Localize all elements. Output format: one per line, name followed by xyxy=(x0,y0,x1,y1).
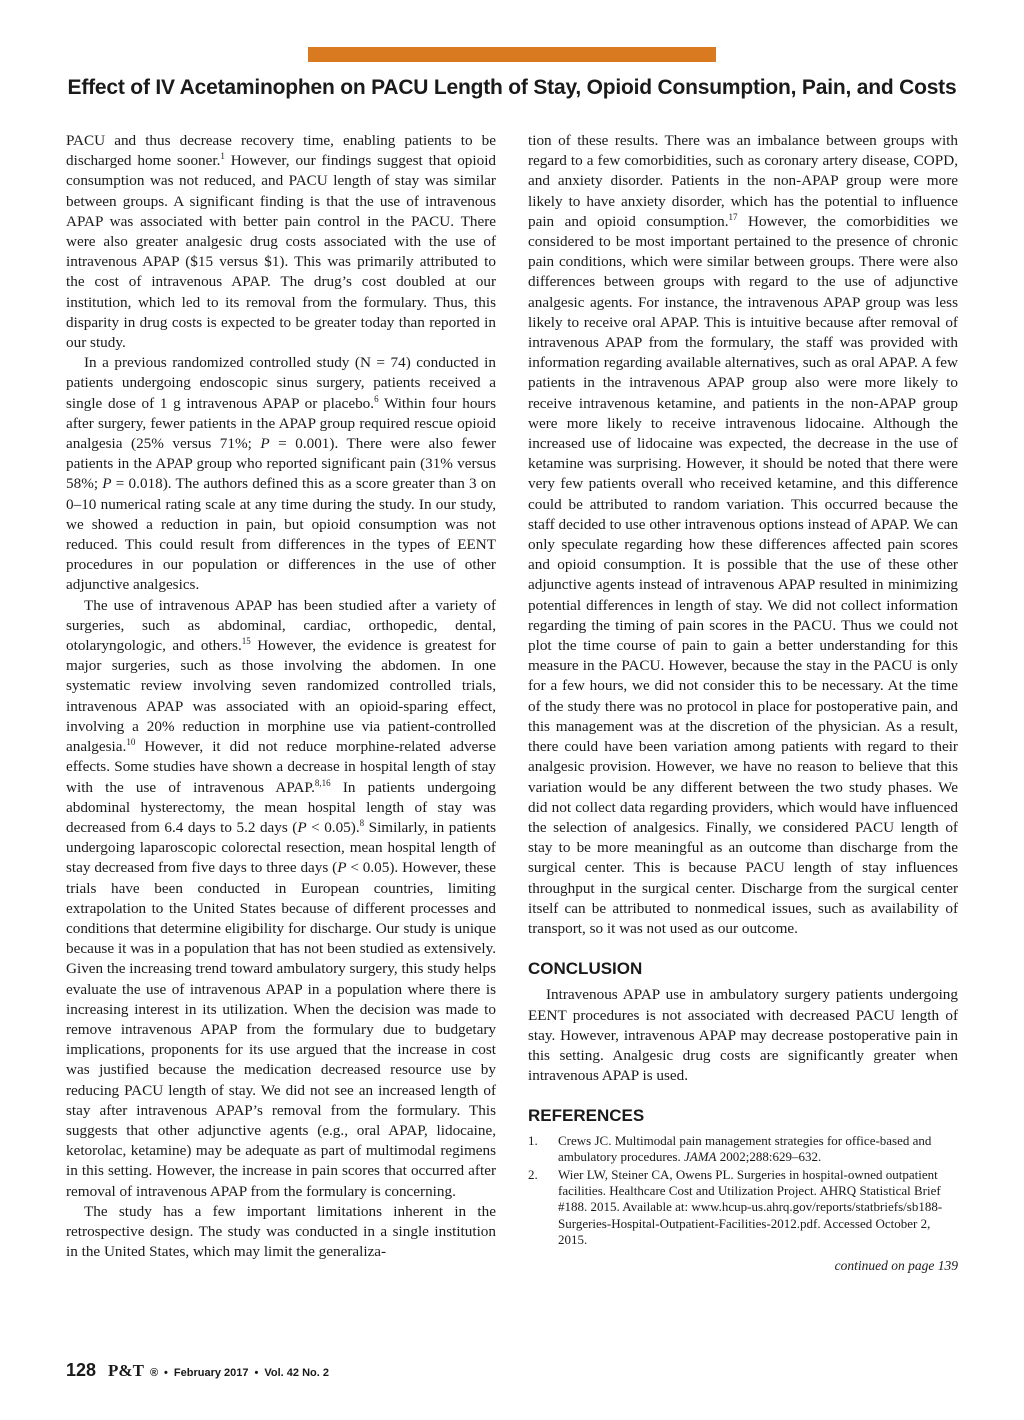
footer-separator: • xyxy=(254,1367,259,1379)
left-column xyxy=(66,131,496,1262)
reference-number: 2. xyxy=(528,1166,538,1182)
footer-separator: • xyxy=(164,1367,168,1379)
page-number: 128 xyxy=(66,1360,97,1380)
header-accent-bar xyxy=(308,47,716,62)
conclusion-heading: CONCLUSION xyxy=(528,959,643,979)
continued-note: continued on page 139 xyxy=(834,1257,958,1273)
paragraph: The use of intravenous APAP has been studied after a variety of surgeries, such as abdominal, cardiac, orthopedic, dental, otolaryngologic, and others.$^{15}$ However, the evidence is greatest for major surgeries, such as those involving the abdomen. In one systematic review involving seven randomized controlled trials, intravenous APAP was associated with an opioid-sparing effect, involving a 20% reduction in morphine use via patient-controlled analgesia.$^{10}$ However, it did not reduce morphine-related adverse effects. Some studies have shown a decrease in hospital length of stay with the use of intravenous APAP.$^{8,16}$ In patients undergoing abdominal hysterectomy, the mean hospital length of stay was decreased from 6.4 days to 5.2 days (P < 0.05).$^8$ Similarly, in patients undergoing laparoscopic colorectal resection, mean hospital length of stay decreased from five days to three days (P < 0.05). However, these trials have been conducted in European countries, limiting extrapolation to the United States because of different processes and conditions that determine eligibility for discharge. Our study is unique because it was in a population that has not been studied as extensively. Given the increasing trend toward ambulatory surgery, this study helps evaluate the use of intravenous APAP in a population where there is increasing interest in its utilization. When the decision was made to remove intravenous APAP from the formulary due to budgetary implications, proponents for its use argued that the increase in cost was justified because the medication decreased resource use by reducing PACU length of stay. We did not see an increased length of stay after intravenous APAP’s removal from the formulary. This suggests that other adjunctive agents (e.g., oral APAP, lidocaine, ketorolac, ketamine) may be adequate as part of multimodal regimens in this setting. However, the increase in pain scores that occurred after removal of intravenous APAP from the formulary is concerning. xyxy=(66,596,496,1200)
references-heading: REFERENCES xyxy=(528,1106,645,1126)
issue-date: February 2017 xyxy=(173,1367,249,1379)
paragraph: PACU and thus decrease recovery time, enabling patients to be discharged home sooner.$^1$ However, our findings suggest that opioid consumption was not reduced, and PACU length of stay was similar between groups. A significant finding is that the use of intravenous APAP was associated with better pain control in the PACU. There were also greater analgesic drug costs associated with the use of intravenous APAP ($15 versus $1). This was primarily attributed to the cost of intravenous APAP. The drug’s cost doubled at our institution, which led to its removal from the formulary. Thus, this disparity in drug costs is expected to be greater today than reported in our study. xyxy=(66,132,497,352)
reference-text: Wier LW, Steiner CA, Owens PL. Surgeries in hospital-owned outpatient facilities. Healthcare Cost and Utilization Project. AHRQ Statistical Brief #188. 2015. Available at: www.hcup-us.ahrq.gov/reports/statbriefs/sb188-Surgeries-Hospital-Outpatient-Facilities-2012.pdf. Accessed October 2, 2015. xyxy=(558,1166,943,1247)
paragraph: In a previous randomized controlled study (N = 74) conducted in patients undergoing endoscopic sinus surgery, patients received a single dose of 1 g intravenous APAP or placebo.$^6$ Within four hours after surgery, fewer patients in the APAP group required rescue opioid analgesia (25% versus 71%; P = 0.001). There were also fewer patients in the APAP group who reported significant pain (31% versus 58%; P = 0.018). The authors defined this as a score greater than 3 on 0–10 numerical rating scale at any time during the study. In our study, we showed a reduction in pain, but opioid consumption was not reduced. This could result from differences in the types of EENT procedures in our population or differences in the use of other adjunctive analgesics. xyxy=(66,354,497,594)
paragraph: The study has a few important limitations inherent in the retrospective design. The study was conducted in a single institution in the United States, which may limit the generaliza- xyxy=(66,1202,496,1261)
reference-item xyxy=(528,1167,958,1248)
references-list xyxy=(528,1133,958,1248)
reference-number: 1. xyxy=(528,1132,538,1148)
paragraph: tion of these results. There was an imbalance between groups with regard to a few comorbidities, such as coronary artery disease, COPD, and anxiety disorder. Patients in the non-APAP group were more likely to have anxiety disorder, which has the potential to influence pain and opioid consumption.$^{17}$ However, the comorbidities we considered to be most important pertained to the presence of chronic pain conditions, which were similar between groups. There were also differences between groups with regard to the use of adjunctive analgesic agents. For instance, the intravenous APAP group was less likely to receive oral APAP. This is intuitive because after removal of intravenous APAP from the formulary, the staff was provided with information regarding available alternatives, such as oral APAP. A few patients in the intravenous APAP group also were more likely to receive intravenous ketamine, and patients in the non-APAP group were more likely to receive intravenous lidocaine. Although the increased use of lidocaine was expected, the decrease in the use of ketamine was surprising. However, it should be noted that there were very few patients overall who received ketamine, and this difference could be attributed to random variation. This occurred because the staff decided to use other intravenous options instead of APAP. We can only speculate regarding how these differences affected pain scores and opioid consumption. It is possible that the use of these other adjunctive agents instead of intravenous APAP resulted in minimizing potential differences in length of stay. We did not collect information regarding the timing of pain scores in the PACU. Thus we could not plot the time course of pain to gain a better understanding for this measure in the PACU. However, because the stay in the PACU is only for a few hours, we did not consider this to be necessary. At the time of the study there was no protocol in place for postoperative pain, and this management was at the discretion of the physician. As a result, there could have been variation among patients with regard to their analgesic provision. However, we have no reason to believe that this variation would be any different between the two study phases. We did not collect data regarding providers, which would have influenced the selection of analgesics. Finally, we considered PACU length of stay to be more meaningful as an outcome than discharge from the surgical center. This is because PACU length of stay influences throughput in the surgical center. Discharge from the surgical center itself can be attributed to nonmedical issues, such as availability of transport, so it was not used as our outcome. xyxy=(528,132,958,937)
reference-text: Crews JC. Multimodal pain management strategies for office-based and ambulatory procedures. JAMA 2002;288:629–632. xyxy=(558,1132,932,1164)
registered-mark: ® xyxy=(149,1367,159,1379)
reference-item xyxy=(528,1133,958,1165)
page-footer xyxy=(66,1360,329,1381)
running-title: Effect of IV Acetaminophen on PACU Length of Stay, Opioid Consumption, Pain, and Costs xyxy=(67,76,957,99)
right-column xyxy=(528,131,958,1276)
volume-info: Vol. 42 No. 2 xyxy=(264,1367,329,1379)
journal-name: P&T xyxy=(108,1361,144,1380)
conclusion-paragraph: Intravenous APAP use in ambulatory surgery patients undergoing EENT procedures is not associated with decreased PACU length of stay. However, intravenous APAP may decrease postoperative pain in this setting. Analgesic drug costs are significantly greater when intravenous APAP is used. xyxy=(528,986,958,1085)
